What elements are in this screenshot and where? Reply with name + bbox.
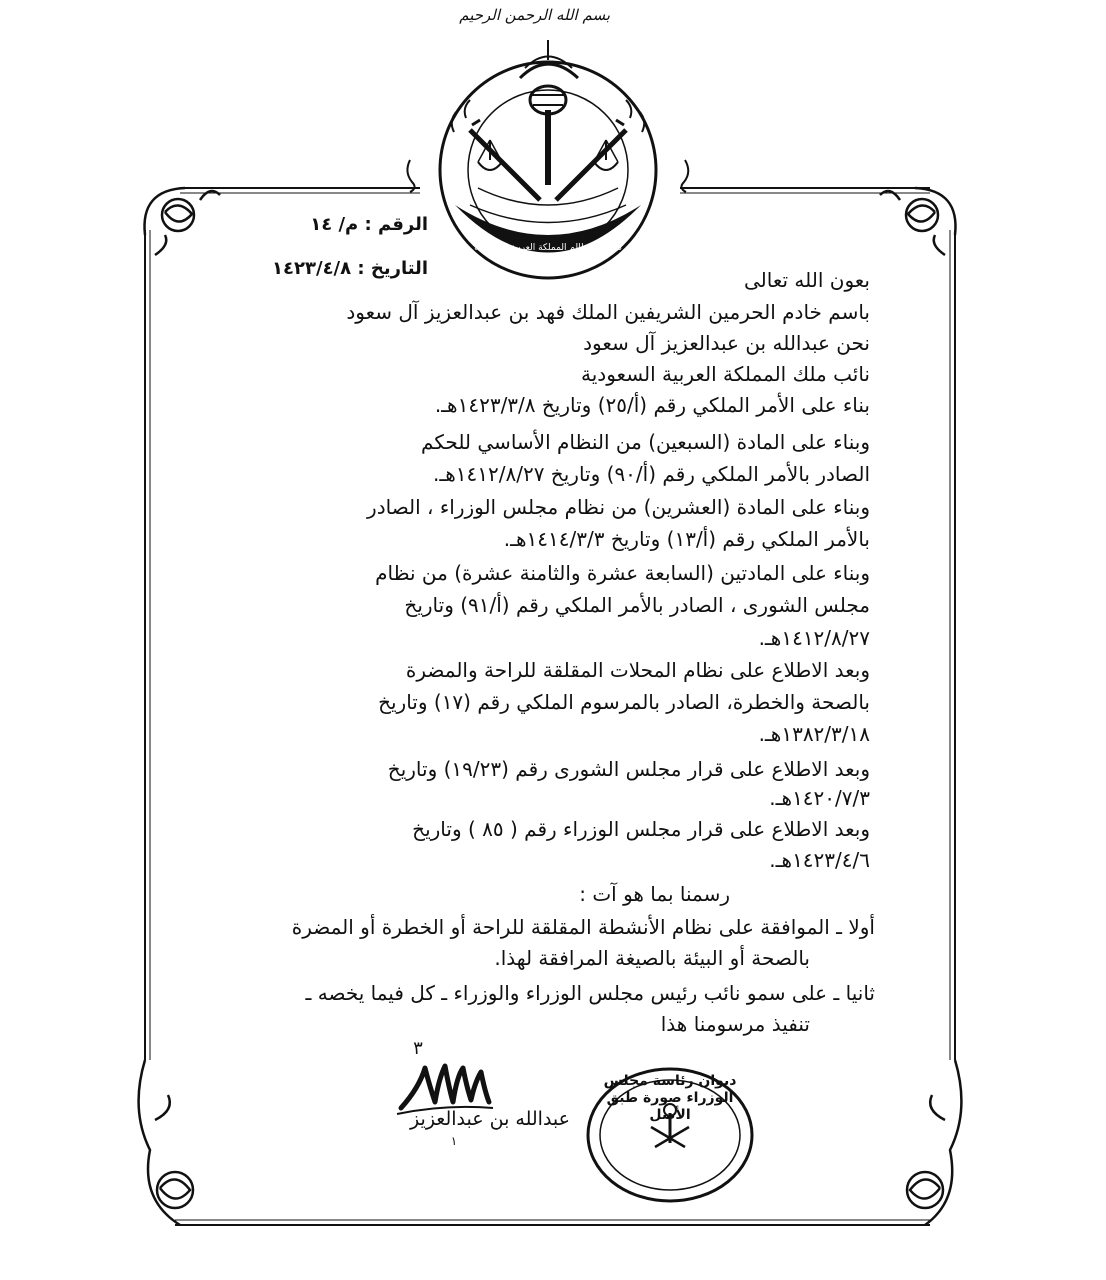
body-line: وبعد الاطلاع على نظام المحلات المقلقة للراحة والمضرة	[405, 658, 870, 682]
body-line: نحن عبدالله بن عبدالعزيز آل سعود	[583, 331, 870, 355]
corner-ornament-bottom-left	[139, 1060, 193, 1225]
body-line: رسمنا بما هو آت :	[579, 882, 730, 906]
body-line: أولا ـ الموافقة على نظام الأنشطة المقلقة للراحة أو الخطرة أو المضرة	[291, 915, 875, 939]
body-line: الصادر بالأمر الملكي رقم (أ/٩٠) وتاريخ ١٤١٢/٨/٢٧هـ.	[433, 462, 870, 486]
body-line: باسم خادم الحرمين الشريفين الملك فهد بن عبدالعزيز آل سعود	[346, 300, 870, 324]
signature-name: عبدالله بن عبدالعزيز	[410, 1108, 570, 1130]
decree-date: التاريخ : ١٤٢٣/٤/٨	[272, 258, 428, 279]
corner-ornament-top-left	[145, 188, 221, 255]
body-line: بالصحة والخطرة، الصادر بالمرسوم الملكي رقم (١٧) وتاريخ	[378, 690, 870, 714]
emblem-label: ديوان المظالم المملكة العربية السعودية	[474, 243, 622, 253]
official-stamp	[585, 1065, 755, 1205]
body-line: وبناء على المادة (العشرين) من نظام مجلس الوزراء ، الصادر	[367, 495, 870, 519]
body-line: تنفيذ مرسومنا هذا	[660, 1012, 810, 1036]
body-line: مجلس الشورى ، الصادر بالأمر الملكي رقم (أ/٩١) وتاريخ	[404, 593, 870, 617]
stamp-text: ديوان رئاسة مجلس الوزراء صورة طبق الأصل	[603, 1073, 737, 1123]
body-line: بالصحة أو البيئة بالصيغة المرافقة لهذا.	[494, 946, 810, 970]
opening-line: بعون الله تعالى	[743, 268, 870, 292]
body-line: ١٤٢٣/٤/٦هـ.	[769, 848, 870, 872]
corner-ornament-top-right	[880, 188, 956, 255]
body-line: ثانيا ـ على سمو نائب رئيس مجلس الوزراء والوزراء ـ كل فيما يخصه ـ	[305, 981, 875, 1005]
body-line: ١٤١٢/٨/٢٧هـ.	[758, 626, 870, 650]
decree-number: الرقم : م/ ١٤	[310, 214, 428, 235]
body-line: بالأمر الملكي رقم (أ/١٣) وتاريخ ١٤١٤/٣/٣هـ.	[503, 527, 870, 551]
body-line: بناء على الأمر الملكي رقم (أ/٢٥) وتاريخ ١٤٢٣/٣/٨هـ.	[434, 393, 870, 417]
page-number: ٣	[413, 1038, 423, 1059]
body-line: نائب ملك المملكة العربية السعودية	[581, 362, 870, 386]
body-line: وبعد الاطلاع على قرار مجلس الوزراء رقم ( ٨٥ ) وتاريخ	[412, 817, 870, 841]
body-line: ١٤٢٠/٧/٣هـ.	[769, 786, 870, 810]
marker: ١	[450, 1134, 458, 1148]
body-line: ١٣٨٢/٣/١٨هـ.	[758, 722, 870, 746]
body-line: وبعد الاطلاع على قرار مجلس الشورى رقم (١٩/٢٣) وتاريخ	[387, 757, 870, 781]
body-line: وبناء على المادة (السبعين) من النظام الأساسي للحكم	[421, 430, 870, 454]
body-line: وبناء على المادتين (السابعة عشرة والثامنة عشرة) من نظام	[375, 561, 870, 585]
basmala: بسم الله الرحمن الرحيم	[459, 6, 610, 24]
corner-ornament-bottom-right	[907, 1060, 961, 1225]
